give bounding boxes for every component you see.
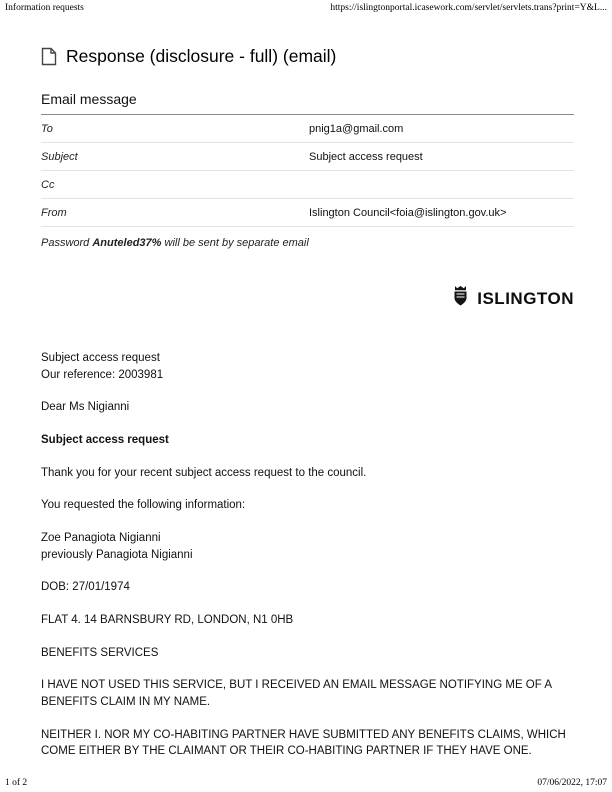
salutation: Dear Ms Nigianni <box>41 401 130 414</box>
body-heading: Subject access request <box>41 434 169 447</box>
page-title: Response (disclosure - full) (email) <box>66 46 337 66</box>
field-label: From <box>41 207 67 219</box>
paragraph: I HAVE NOT USED THIS SERVICE, BUT I RECEIVED AN EMAIL MESSAGE NOTIFYING ME OF A BENEFITS CLAIM IN MY NAME. <box>41 679 552 709</box>
password-note-prefix: Password <box>41 237 93 249</box>
field-label: Cc <box>41 179 55 191</box>
paragraph: DOB: 27/01/1974 <box>41 581 130 594</box>
islington-crest-icon <box>451 285 470 312</box>
password-note-suffix: will be sent by separate email <box>161 237 309 249</box>
field-row-to <box>41 115 574 143</box>
field-value-subject: Subject access request <box>309 151 423 163</box>
paragraph: Thank you for your recent subject access request to the council. <box>41 466 367 479</box>
field-row-cc <box>41 171 574 199</box>
islington-logo <box>41 285 574 312</box>
field-label: Subject <box>41 151 78 163</box>
islington-logo-text: ISLINGTON <box>477 288 574 308</box>
section-heading-email-message: Email message <box>41 91 574 115</box>
password-note <box>41 227 574 249</box>
field-value-to-address: pnig1a@gmail.com <box>309 123 404 135</box>
reference-block <box>41 350 574 383</box>
document-icon <box>41 47 57 66</box>
footer-timestamp: 07/06/2022, 17:07 <box>537 778 607 788</box>
paragraph: BENEFITS SERVICES <box>41 646 159 659</box>
paragraph: FLAT 4. 14 BARNSBURY RD, LONDON, N1 0HB <box>41 614 294 627</box>
print-header-url: https://islingtonportal.icasework.com/servlet/servlets.trans?print=Y&L... <box>330 3 607 13</box>
field-row-from <box>41 199 574 227</box>
field-label: To <box>41 123 53 135</box>
requester-name-block <box>41 530 574 563</box>
requester-name-line-1: Zoe Panagiota Nigianni <box>41 532 161 545</box>
password-value: Anuteled37% <box>92 237 162 249</box>
paragraph: NEITHER I. NOR MY CO-HABITING PARTNER HAVE SUBMITTED ANY BENEFITS CLAIMS, WHICH COME EITHER BY THE CLAIMANT OR THEIR CO-HABITING PARTNER IF THEY HAVE ONE. <box>41 728 566 758</box>
requester-name-line-2: previously Panagiota Nigianni <box>41 548 193 561</box>
letter-body <box>41 350 574 760</box>
paragraph: You requested the following information: <box>41 499 246 512</box>
footer-page-number: 1 of 2 <box>5 778 28 788</box>
print-header-title: Information requests <box>5 3 84 13</box>
print-footer <box>5 778 607 788</box>
reference-line-1: Subject access request <box>41 352 160 364</box>
field-value-from-address: Islington Council<foia@islington.gov.uk> <box>309 207 507 219</box>
title-row <box>41 46 574 67</box>
print-header <box>5 3 607 13</box>
reference-line-2: Our reference: 2003981 <box>41 368 164 381</box>
field-row-subject <box>41 143 574 171</box>
